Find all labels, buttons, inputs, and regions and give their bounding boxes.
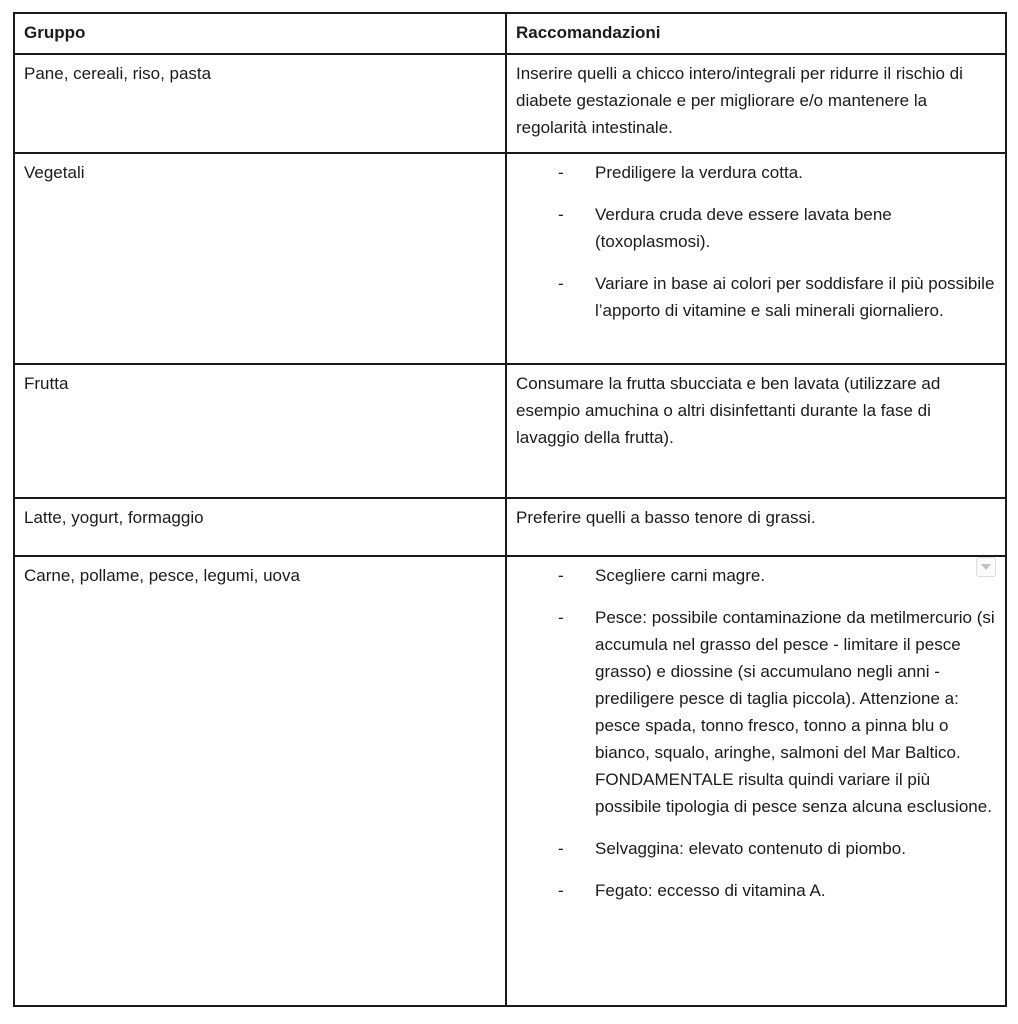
list-item bbox=[558, 201, 996, 255]
table-row bbox=[14, 54, 1006, 153]
group-cell: Latte, yogurt, formaggio bbox=[14, 498, 506, 556]
list-item bbox=[558, 562, 996, 589]
chevron-down-icon bbox=[981, 564, 991, 570]
list-item bbox=[558, 877, 996, 904]
chevron-down-button[interactable] bbox=[976, 557, 996, 577]
bullet-marker: - bbox=[558, 566, 564, 585]
bullet-marker: - bbox=[558, 274, 564, 293]
bullet-list bbox=[516, 562, 996, 904]
bullet-text: Scegliere carni magre. bbox=[595, 566, 766, 585]
recommendation-cell bbox=[506, 364, 1006, 498]
header-row bbox=[14, 13, 1006, 54]
recommendation-cell bbox=[506, 54, 1006, 153]
recommendation-cell bbox=[506, 498, 1006, 556]
bullet-text: Selvaggina: elevato contenuto di piombo. bbox=[595, 839, 906, 858]
food-groups-table bbox=[13, 12, 1007, 1007]
recommendation-text: Preferire quelli a basso tenore di grassi. bbox=[516, 508, 816, 527]
column-header-raccomandazioni: Raccomandazioni bbox=[506, 13, 1006, 54]
list-item bbox=[558, 604, 996, 820]
list-item bbox=[558, 159, 996, 186]
bullet-marker: - bbox=[558, 163, 564, 182]
bullet-text: Pesce: possibile contaminazione da metilmercurio (si accumula nel grasso del pesce - limitare il pesce grasso) e diossine (si accumulano negli anni - prediligere pesce di taglia piccola). Attenzione a: pesce spada, tonno fresco, tonno a pinna blu o bianco, squalo, aringhe, salmoni del Mar Baltico. FONDAMENTALE risulta quindi variare il più possibile tipologia di pesce senza alcuna esclusione. bbox=[595, 608, 995, 816]
table-row bbox=[14, 364, 1006, 498]
table-row bbox=[14, 153, 1006, 364]
bullet-marker: - bbox=[558, 839, 564, 858]
table-row bbox=[14, 556, 1006, 1006]
bullet-marker: - bbox=[558, 608, 564, 627]
bullet-text: Variare in base ai colori per soddisfare il più possibile l’apporto di vitamine e sali minerali giornaliero. bbox=[595, 274, 995, 320]
group-cell: Carne, pollame, pesce, legumi, uova bbox=[14, 556, 506, 1006]
recommendation-cell bbox=[506, 556, 1006, 1006]
recommendation-cell bbox=[506, 153, 1006, 364]
group-cell: Frutta bbox=[14, 364, 506, 498]
bullet-text: Fegato: eccesso di vitamina A. bbox=[595, 881, 826, 900]
group-cell: Pane, cereali, riso, pasta bbox=[14, 54, 506, 153]
list-item bbox=[558, 270, 996, 324]
bullet-text: Prediligere la verdura cotta. bbox=[595, 163, 803, 182]
recommendation-text: Inserire quelli a chicco intero/integrali per ridurre il rischio di diabete gestazionale e per migliorare e/o mantenere la regolarità intestinale. bbox=[516, 64, 963, 137]
column-header-gruppo: Gruppo bbox=[14, 13, 506, 54]
bullet-marker: - bbox=[558, 881, 564, 900]
bullet-marker: - bbox=[558, 205, 564, 224]
group-cell: Vegetali bbox=[14, 153, 506, 364]
bullet-text: Verdura cruda deve essere lavata bene (toxoplasmosi). bbox=[595, 205, 892, 251]
recommendation-text: Consumare la frutta sbucciata e ben lavata (utilizzare ad esempio amuchina o altri disinfettanti durante la fase di lavaggio della frutta). bbox=[516, 374, 941, 447]
table-row bbox=[14, 498, 1006, 556]
list-item bbox=[558, 835, 996, 862]
bullet-list bbox=[516, 159, 996, 324]
